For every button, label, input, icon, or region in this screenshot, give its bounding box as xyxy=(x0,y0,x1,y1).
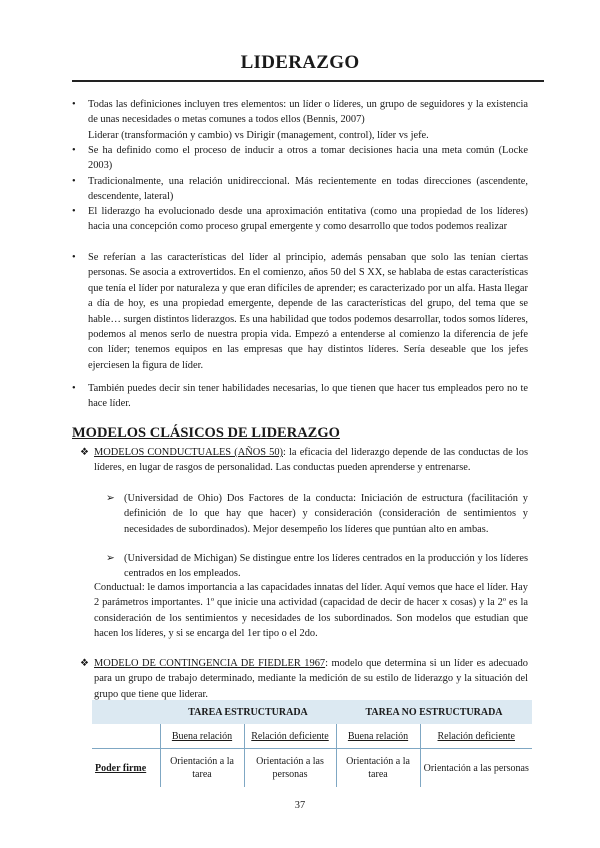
table-subheader-cell: Buena relación xyxy=(160,724,244,749)
model-text: : modelo que determina si un líder es adecuado para un grupo de trabajo determinado, mediante la medición de su estilo de liderazgo y la situación del grupo que tiene que liderar. xyxy=(94,658,528,700)
bullet-icon: • xyxy=(72,206,76,217)
list-item xyxy=(72,174,528,205)
title-rule xyxy=(72,80,544,82)
sub-item xyxy=(106,551,528,582)
table-header-cell: TAREA NO ESTRUCTURADA xyxy=(336,700,532,724)
table-row-label: Poder firme xyxy=(95,762,147,774)
table-cell: Orientación a la tarea xyxy=(336,749,420,788)
section-heading: MODELOS CLÁSICOS DE LIDERAZGO xyxy=(72,425,340,441)
bullet-text: Se referían a las características del líder al principio, además pensaban que solo las tenían ciertas personas. Se asocia a extrovertidos. En el comienzo, años 50 del S XX, se hablaba de estas características que tenía el líder por naturaleza y que eran difíciles de aprender; es caracterizado por un alfa. Hasta llegar a día de hoy, es una propiedad emergente, depende de las características del grupo, del tema que se hable… surgen distintos liderazgos. Es una habilidad que todos podemos desarrollar, todos somos líderes, podemos al menos serlo de nuestra propia vida. Empezó a entenderse al comienzo la diferencia de jefe con líder; tenemos equipos en las empresas que hay distintos líderes. Sería deseable que los jefes ejerciesen la figura de líder. xyxy=(88,252,528,371)
diamond-bullet-icon: ❖ xyxy=(80,447,89,458)
fiedler-table xyxy=(92,700,532,787)
list-item xyxy=(72,143,528,174)
bullet-text-line: Liderar (transformación y cambio) vs Dirigir (management, control), líder vs jefe. xyxy=(88,129,429,141)
table-row xyxy=(92,749,532,788)
table-subheader-cell: Relación deficiente xyxy=(244,724,336,749)
model-label: MODELO DE CONTINGENCIA DE FIEDLER 1967 xyxy=(94,658,326,669)
table-cell: Orientación a las personas xyxy=(244,749,336,788)
sub-item xyxy=(106,491,528,537)
table-subheader-cell: Buena relación xyxy=(336,724,420,749)
arrow-bullet-icon: ➢ xyxy=(106,553,115,564)
model-fiedler xyxy=(80,656,528,702)
model-text: : la eficacia del liderazgo depende de las conductas de los líderes, en lugar de rasgos de personalidad. Las conductas pueden aprenderse y entrenarse. xyxy=(94,447,529,474)
table-subheader-cell: Relación deficiente xyxy=(420,724,532,749)
table-cell: Orientación a la tarea xyxy=(160,749,244,788)
conductual-note: Conductual: le damos importancia a las capacidades innatas del líder. Aquí vemos que hace el líder. Hay 2 parámetros importantes. 1º que inicie una actividad (capacidad de decir de hacer x cosas) y la 2º es la consideración de los sentimientos y necesidades de los subordinados. Son modelos que estudian que hacen los líderes, y si se encarga del 1er tipo o el 2do. xyxy=(94,582,528,640)
bullet-text: Tradicionalmente, una relación unidireccional. Más recientemente en todas direcciones (ascendente, descendente, lateral) xyxy=(88,176,528,203)
table-header-cell: TAREA ESTRUCTURADA xyxy=(160,700,336,724)
list-item xyxy=(72,250,528,373)
bullet-icon: • xyxy=(72,252,76,263)
bullet-text: Se ha definido como el proceso de inducir a otros a tomar decisiones hacia una meta común (Locke 2003) xyxy=(88,145,528,172)
bullet-text: También puedes decir sin tener habilidades necesarias, lo que tienen que hacer tus empleados pero no te hace líder. xyxy=(88,383,528,410)
list-item xyxy=(72,97,528,143)
table-header-row xyxy=(92,700,532,724)
model-conductual xyxy=(80,445,528,476)
bullet-text: Todas las definiciones incluyen tres elementos: un líder o líderes, un grupo de seguidores y la existencia de unas necesidades o metas comunes a todos ellos (Bennis, 2007) xyxy=(88,99,528,126)
bullet-icon: • xyxy=(72,176,76,187)
sub-item-text: (Universidad de Michigan) Se distingue entre los líderes centrados en la producción y los líderes centrados en los empleados. xyxy=(124,553,528,580)
diamond-bullet-icon: ❖ xyxy=(80,658,89,669)
bullet-icon: • xyxy=(72,383,76,394)
bullet-icon: • xyxy=(72,99,76,110)
table-cell: Orientación a las personas xyxy=(420,749,532,788)
list-item xyxy=(72,381,528,412)
list-item xyxy=(72,204,528,235)
page-title: LIDERAZGO xyxy=(240,52,360,73)
table-corner-cell xyxy=(92,700,160,724)
sub-item-text: (Universidad de Ohio) Dos Factores de la conducta: Iniciación de estructura (facilitación y definición de lo que hay que hacer) y consideración (consideración de sentimientos y necesidades de subordinados). Mejor desempeño los líderes que puntúan alto en ambas. xyxy=(124,493,528,535)
model-label: MODELOS CONDUCTUALES (AÑOS 50) xyxy=(94,447,283,458)
table-empty-cell xyxy=(92,724,160,749)
page-number: 37 xyxy=(294,800,306,811)
bullet-text: El liderazgo ha evolucionado desde una aproximación entitativa (como una propiedad de los líderes) hacia una concepción como proceso grupal emergente y como desarrollo que todos podemos realizar xyxy=(88,206,528,233)
bullet-icon: • xyxy=(72,145,76,156)
table-subheader-row xyxy=(92,724,532,749)
arrow-bullet-icon: ➢ xyxy=(106,493,115,504)
